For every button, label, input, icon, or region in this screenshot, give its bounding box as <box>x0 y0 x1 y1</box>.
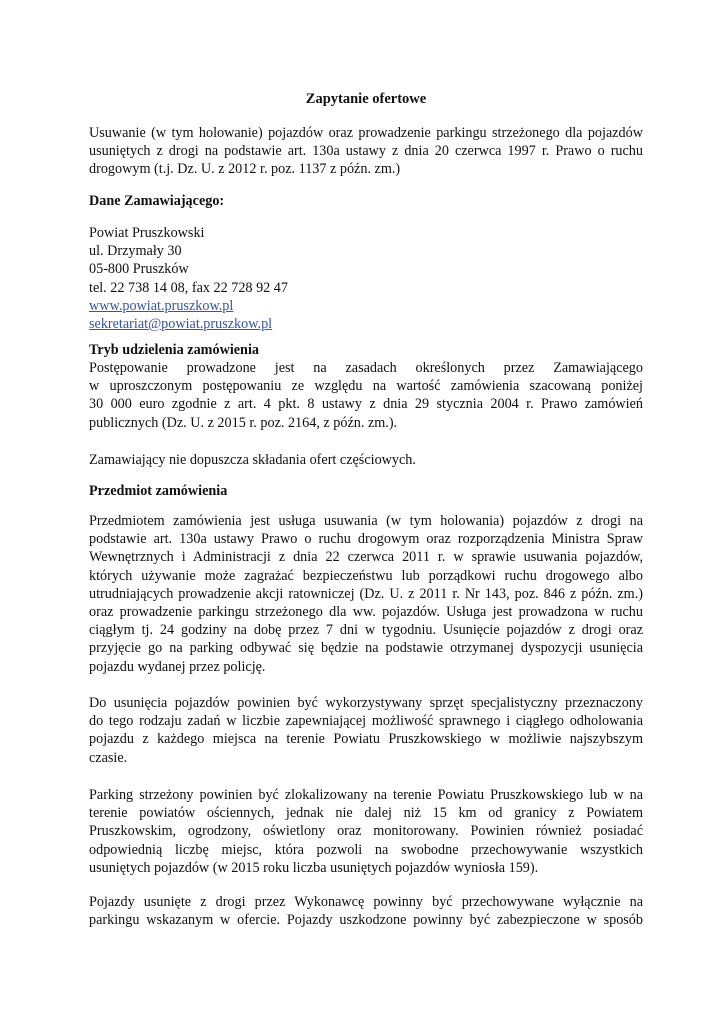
subject-line: usuniętych pojazdów (w 2015 roku liczba usuniętych pojazdów wyniosła 159). <box>89 859 539 876</box>
intro-paragraph <box>89 124 643 179</box>
client-city: 05-800 Pruszków <box>89 261 189 278</box>
client-phone: tel. 22 738 14 08, fax 22 728 92 47 <box>89 279 288 296</box>
subject-heading: Przedmiot zamówienia <box>89 483 228 499</box>
subject-line: których używanie może zagrażać bezpieczeństwu lub porządkowi ruchu drogowego albo <box>89 567 643 584</box>
procedure-line: Postępowanie prowadzone jest na zasadach określonych przez Zamawiającego <box>89 360 643 376</box>
subject-line: czasie. <box>89 749 128 766</box>
client-email-link[interactable]: sekretariat@powiat.pruszkow.pl <box>89 316 273 333</box>
subject-paragraph-2 <box>89 694 643 767</box>
procedure-line: w uproszczonym postępowaniu ze względu na wartość zamówienia szacowaną poniżej <box>89 378 643 395</box>
subject-line: pojazdu wydanej przez policję. <box>89 658 266 675</box>
subject-line: parkingu wskazanym w ofercie. Pojazdy uszkodzone powinny być zabezpieczone w sposób <box>89 912 643 929</box>
subject-line: terenie powiatów ościennych, jednak nie dalej niż 15 km od granicy z Powiatem <box>89 805 643 822</box>
subject-line: przyjęcie go na parking odbywać się będzie na podstawie otrzymanej dyspozycji usunięcia <box>89 640 643 657</box>
intro-line: drogowym (t.j. Dz. U. z 2012 r. poz. 1137 z późn. zm.) <box>89 161 401 178</box>
client-website-link[interactable]: www.powiat.pruszkow.pl <box>89 297 234 314</box>
subject-line: pojazdu z każdego miejsca na terenie Powiatu Pruszkowskiego w możliwie najszybszym <box>89 731 643 748</box>
subject-line: Pruszkowskim, ogrodzony, oświetlony oraz monitorowany. Powinien również posiadać <box>89 823 643 840</box>
subject-line: Parking strzeżony powinien być zlokalizowany na terenie Powiatu Pruszkowskiego lub w na <box>89 787 643 803</box>
client-address <box>89 224 643 333</box>
subject-line: oraz prowadzenie parkingu strzeżonego dla ww. pojazdów. Usługa jest prowadzona w ruchu <box>89 604 643 621</box>
subject-line: Pojazdy usunięte z drogi przez Wykonawcę powinny być przechowywane wyłącznie na <box>89 894 643 910</box>
subject-line: ciągłym tj. 24 godziny na dobę przez 7 dni w tygodniu. Usunięcie pojazdów z drogi oraz <box>89 622 643 639</box>
intro-line: usuniętych z drogi na podstawie art. 130a ustawy z dnia 20 czerwca 1997 r. Prawo o ruchu <box>89 143 643 160</box>
procedure-paragraph <box>89 359 643 432</box>
partial-offers-note: Zamawiający nie dopuszcza składania ofert częściowych. <box>89 452 416 468</box>
client-name: Powiat Pruszkowski <box>89 225 205 241</box>
subject-line: podstawie art. 130a ustawy Prawo o ruchu drogowym oraz rozporządzenia Ministra Spraw <box>89 531 643 548</box>
subject-paragraph-3 <box>89 786 643 877</box>
procedure-line: publicznych (Dz. U. z 2015 r. poz. 2164, z późn. zm.). <box>89 414 398 431</box>
subject-line: Wewnętrznych i Administracji z dnia 22 czerwca 2011 r. w sprawie usuwania pojazdów, <box>89 549 643 566</box>
client-street: ul. Drzymały 30 <box>89 243 182 260</box>
subject-line: utrudniających prowadzenie akcji ratowniczej (Dz. U. z 2011 r. Nr 143, poz. 846 z późn. zm.) <box>89 585 643 602</box>
subject-line: Do usunięcia pojazdów powinien być wykorzystywany sprzęt specjalistyczny przeznaczony <box>89 695 643 711</box>
intro-line: Usuwanie (w tym holowanie) pojazdów oraz prowadzenie parkingu strzeżonego dla pojazdów <box>89 125 643 141</box>
subject-paragraph-1 <box>89 512 643 676</box>
document-title: Zapytanie ofertowe <box>305 91 427 107</box>
subject-line: do tego rodzaju zadań w liczbie zapewniającej możliwość sprawnego i ciągłego odholowania <box>89 713 643 730</box>
subject-line: Przedmiotem zamówienia jest usługa usuwania (w tym holowania) pojazdów z drogi na <box>89 513 643 529</box>
procedure-line: 30 000 euro zgodnie z art. 4 pkt. 8 ustawy z dnia 29 stycznia 2004 r. Prawo zamówień <box>89 396 643 413</box>
procedure-heading: Tryb udzielenia zamówienia <box>89 342 259 358</box>
subject-paragraph-4 <box>89 893 643 929</box>
subject-line: odpowiednią liczbę miejsc, która pozwoli na swobodne przechowywanie wszystkich <box>89 841 643 858</box>
client-heading: Dane Zamawiającego: <box>89 193 225 209</box>
